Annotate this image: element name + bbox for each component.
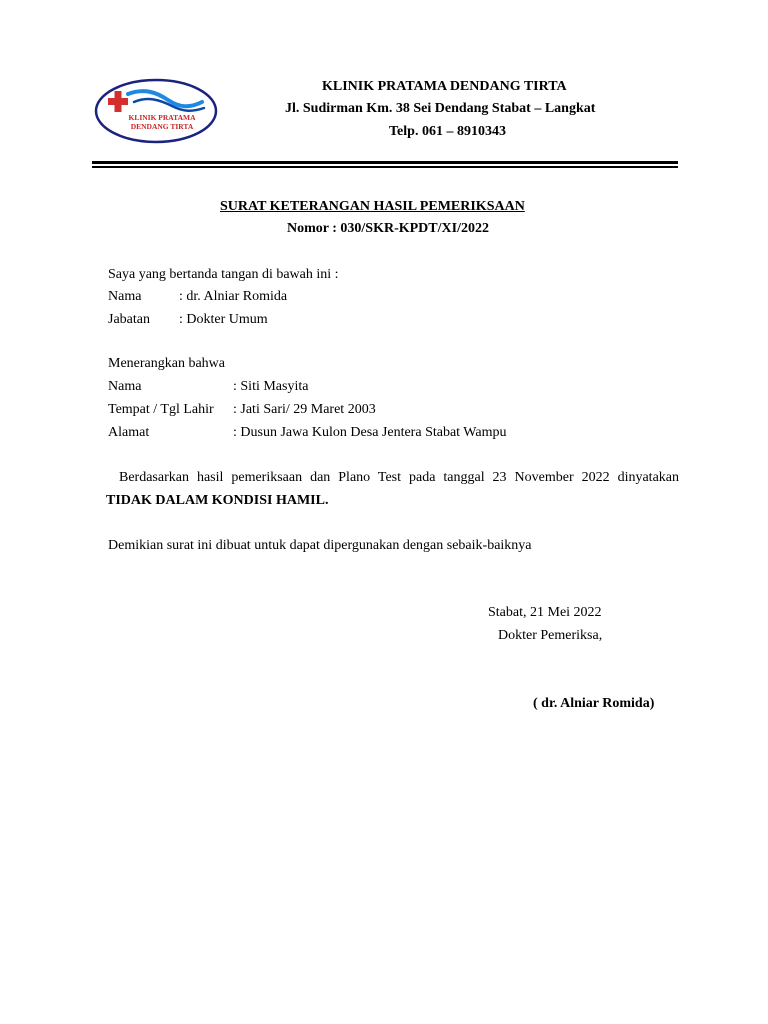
patient-name-label: Nama	[108, 379, 142, 394]
signer-name-label: Nama	[108, 289, 142, 304]
document-title: SURAT KETERANGAN HASIL PEMERIKSAAN	[220, 199, 525, 214]
patient-name-value: : Siti Masyita	[233, 379, 309, 394]
statement-text: Berdasarkan hasil pemeriksaan dan Plano Test pada tanggal 23 November 2022 dinyatakan	[119, 470, 679, 485]
clinic-logo	[94, 78, 218, 144]
logo-text-line2: DENDANG TIRTA	[130, 122, 194, 131]
patient-intro: Menerangkan bahwa	[108, 356, 226, 371]
document-number: Nomor : 030/SKR-KPDT/XI/2022	[287, 221, 489, 236]
patient-birth-value: : Jati Sari/ 29 Maret 2003	[233, 402, 376, 417]
signer-role-label: Jabatan	[108, 312, 150, 327]
signature-name: ( dr. Alniar Romida)	[533, 696, 655, 711]
signer-role-value: : Dokter Umum	[179, 312, 268, 327]
signer-name-value: : dr. Alniar Romida	[179, 289, 288, 304]
header-divider-thin	[92, 166, 678, 168]
header-divider-thick	[92, 161, 678, 164]
signature-place-date: Stabat, 21 Mei 2022	[488, 605, 602, 620]
signature-role: Dokter Pemeriksa,	[498, 628, 603, 643]
result-text: TIDAK DALAM KONDISI HAMIL.	[106, 493, 329, 508]
closing-text: Demikian surat ini dibuat untuk dapat dipergunakan dengan sebaik-baiknya	[108, 538, 532, 553]
clinic-address: Jl. Sudirman Km. 38 Sei Dendang Stabat – Langkat	[285, 101, 596, 116]
signer-intro: Saya yang bertanda tangan di bawah ini :	[108, 267, 339, 282]
patient-birth-label: Tempat / Tgl Lahir	[108, 402, 214, 417]
clinic-phone: Telp. 061 – 8910343	[389, 124, 506, 139]
clinic-name: KLINIK PRATAMA DENDANG TIRTA	[322, 79, 567, 94]
patient-address-value: : Dusun Jawa Kulon Desa Jentera Stabat Wampu	[233, 425, 507, 440]
logo-text-line1: KLINIK PRATAMA	[128, 113, 196, 122]
patient-address-label: Alamat	[108, 425, 150, 440]
